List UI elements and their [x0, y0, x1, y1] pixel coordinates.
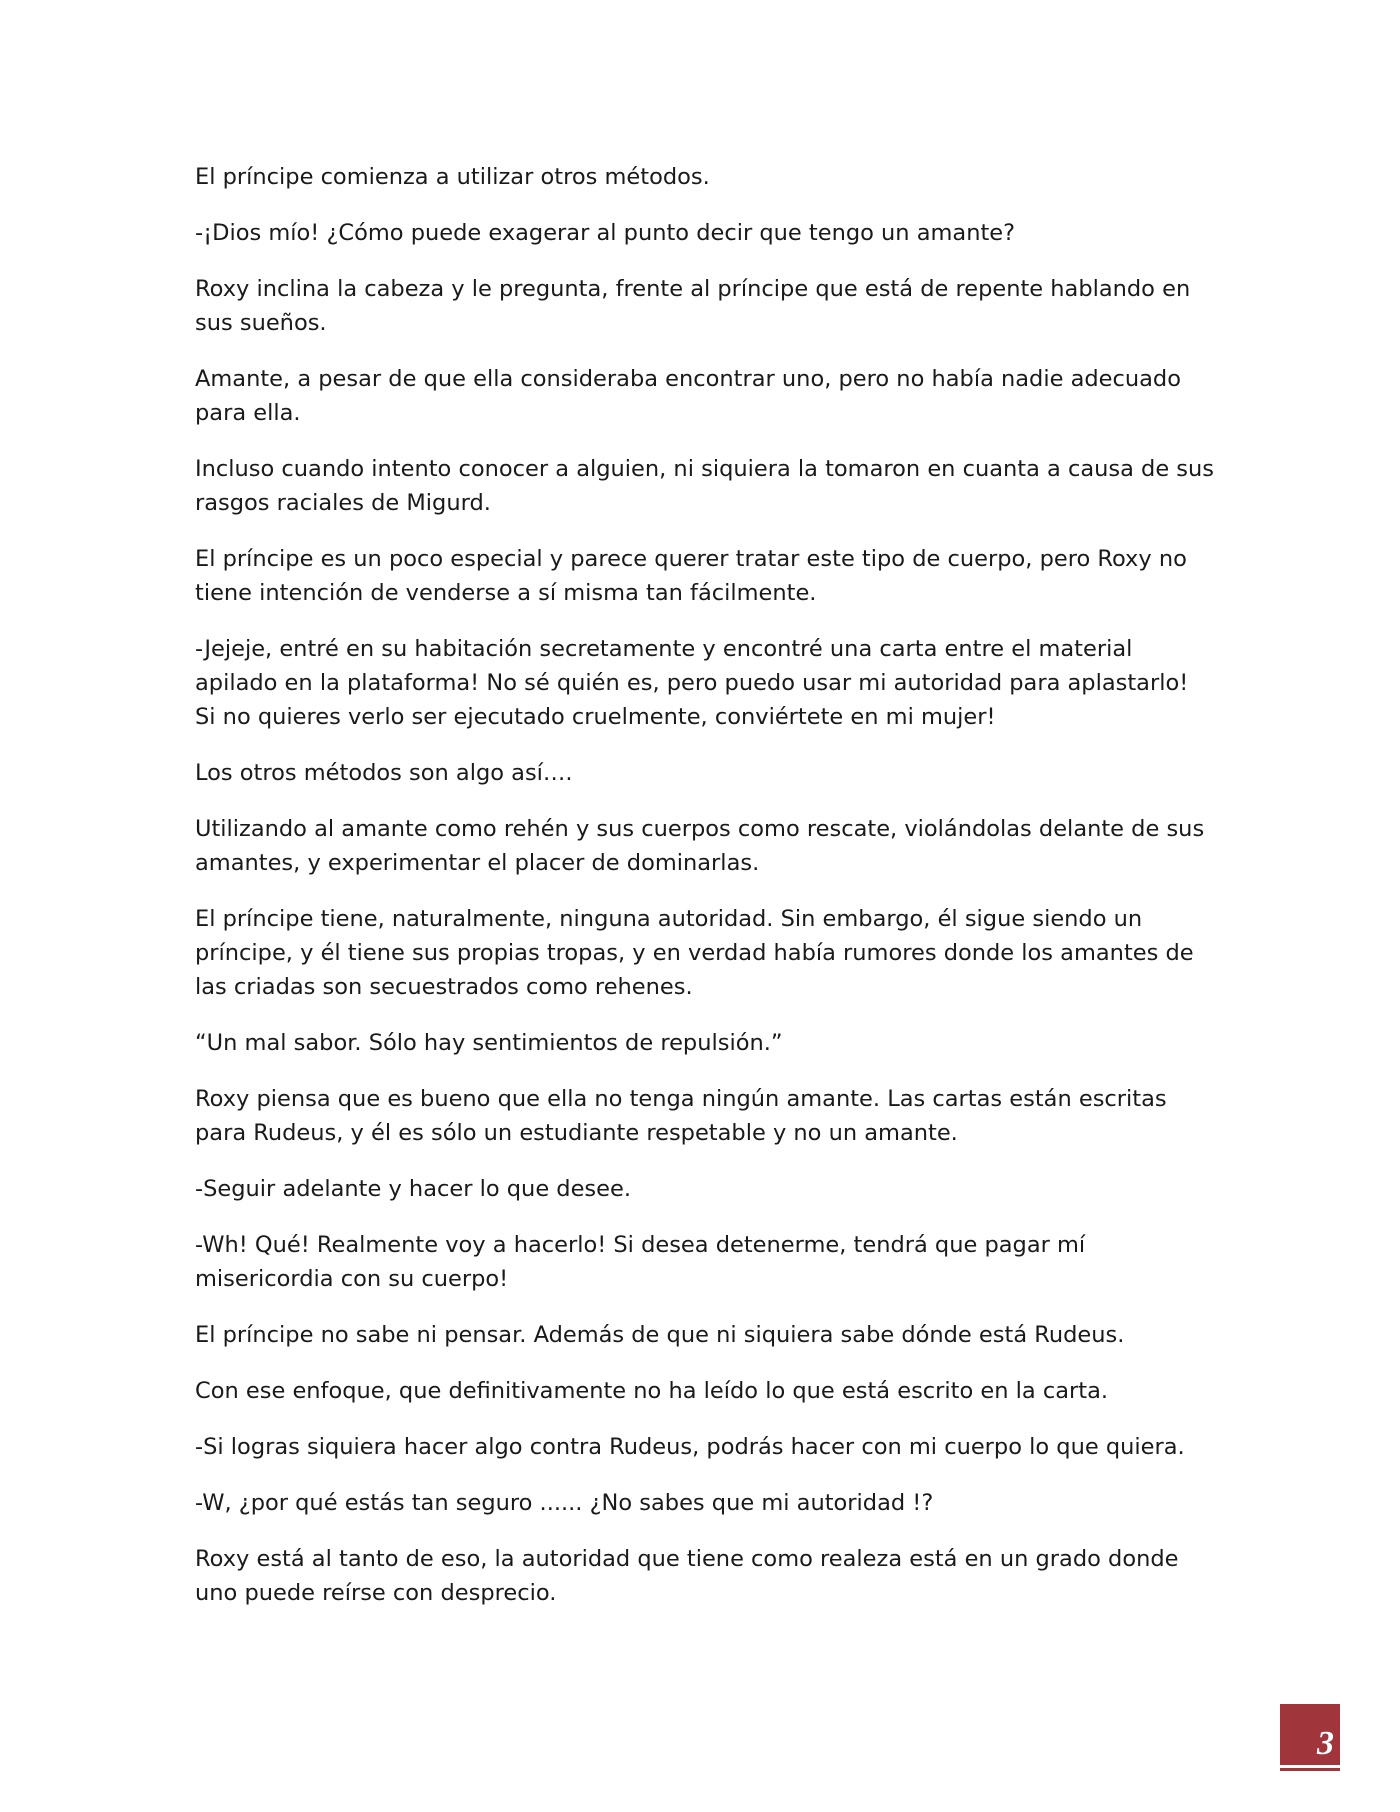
- page-number-badge: [1280, 1704, 1340, 1765]
- body-text: [195, 160, 1215, 1632]
- paragraph: Utilizando al amante como rehén y sus cuerpos como rescate, violándolas delante de sus amantes, y experimentar el placer de dominarlas.: [195, 816, 1205, 876]
- paragraph: Con ese enfoque, que definitivamente no ha leído lo que está escrito en la carta.: [195, 1378, 1109, 1404]
- paragraph: -Seguir adelante y hacer lo que desee.: [195, 1176, 631, 1202]
- paragraph: Amante, a pesar de que ella consideraba encontrar uno, pero no había nadie adecuado para ella.: [195, 366, 1181, 426]
- paragraph: El príncipe es un poco especial y parece querer tratar este tipo de cuerpo, pero Roxy no tiene intención de venderse a sí misma tan fácilmente.: [195, 546, 1187, 606]
- paragraph: -¡Dios mío! ¿Cómo puede exagerar al punto decir que tengo un amante?: [195, 220, 1016, 246]
- paragraph: El príncipe tiene, naturalmente, ninguna autoridad. Sin embargo, él sigue siendo un príncipe, y él tiene sus propias tropas, y en verdad había rumores donde los amantes de las criadas son secuestrados como rehenes.: [195, 906, 1194, 1000]
- paragraph: -Jejeje, entré en su habitación secretamente y encontré una carta entre el material apilado en la plataforma! No sé quién es, pero puedo usar mi autoridad para aplastarlo! Si no quieres verlo ser ejecutado cruelmente, conviértete en mi mujer!: [195, 636, 1189, 730]
- paragraph: -Wh! Qué! Realmente voy a hacerlo! Si desea detenerme, tendrá que pagar mí misericordia con su cuerpo!: [195, 1232, 1086, 1292]
- paragraph: Roxy inclina la cabeza y le pregunta, frente al príncipe que está de repente hablando en sus sueños.: [195, 276, 1191, 336]
- paragraph: El príncipe no sabe ni pensar. Además de que ni siquiera sabe dónde está Rudeus.: [195, 1322, 1125, 1348]
- paragraph: -Si logras siquiera hacer algo contra Rudeus, podrás hacer con mi cuerpo lo que quiera.: [195, 1434, 1185, 1460]
- paragraph: “Un mal sabor. Sólo hay sentimientos de repulsión.”: [195, 1030, 783, 1056]
- page-number: 3: [1317, 1725, 1334, 1762]
- paragraph: Los otros métodos son algo así….: [195, 760, 573, 786]
- page-number-underline: [1280, 1768, 1340, 1771]
- paragraph: El príncipe comienza a utilizar otros métodos.: [195, 164, 710, 190]
- paragraph: -W, ¿por qué estás tan seguro ...... ¿No sabes que mi autoridad !?: [195, 1490, 934, 1516]
- paragraph: Incluso cuando intento conocer a alguien, ni siquiera la tomaron en cuanta a causa de sus rasgos raciales de Migurd.: [195, 456, 1215, 516]
- paragraph: Roxy está al tanto de eso, la autoridad que tiene como realeza está en un grado donde uno puede reírse con desprecio.: [195, 1546, 1179, 1606]
- paragraph: Roxy piensa que es bueno que ella no tenga ningún amante. Las cartas están escritas para Rudeus, y él es sólo un estudiante respetable y no un amante.: [195, 1086, 1167, 1146]
